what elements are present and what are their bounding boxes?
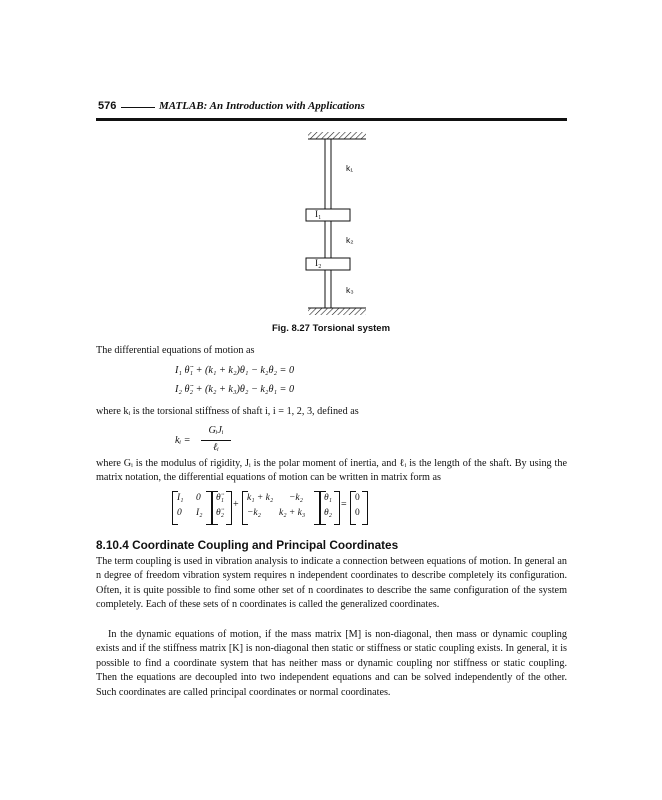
disk-i2 <box>306 258 350 270</box>
plus-sign: + <box>233 499 239 510</box>
k-definition-denominator: ℓᵢ <box>213 442 219 453</box>
m-12: 0 <box>196 493 201 503</box>
intro-text: The differential equations of motion as <box>96 345 255 356</box>
page-number: 576 <box>98 100 117 112</box>
k-11: k₁ + k₂ <box>247 493 274 503</box>
k-22: k₂ + k₃ <box>279 508 306 518</box>
bottom-fixed-support <box>308 308 366 315</box>
where-k-text: where kᵢ is the torsional stiffness of shaft i, i = 1, 2, 3, defined as <box>96 406 359 417</box>
m-21: 0 <box>177 508 182 518</box>
shaft-2 <box>325 221 331 258</box>
m-22: I₂ <box>196 508 203 518</box>
label-i2: I₂ <box>315 259 322 269</box>
k-21: −k₂ <box>247 508 261 518</box>
top-fixed-support <box>308 132 366 139</box>
k-definition-lhs: kᵢ = <box>175 435 191 446</box>
label-k3: k₃ <box>346 285 354 295</box>
rhs-2: 0 <box>355 508 360 518</box>
header-dash <box>121 107 155 108</box>
where-g-paragraph: where Gᵢ is the modulus of rigidity, Jᵢ is the polar moment of inertia, and ℓᵢ is the length of the shaft. By using the matrix notation, the differential equations of motion can be written in matrix form as <box>96 458 567 484</box>
k-definition-numerator: GᵢJᵢ <box>208 425 224 436</box>
running-title: MATLAB: An Introduction with Applications <box>159 100 365 112</box>
disk-i1 <box>306 209 350 221</box>
figure-caption: Fig. 8.27 Torsional system <box>271 323 391 334</box>
m-11: I₁ <box>177 493 184 503</box>
equals-sign: = <box>341 499 347 510</box>
shaft-3 <box>325 270 331 308</box>
torsional-system-figure <box>300 126 380 322</box>
k-12: −k₂ <box>289 493 303 503</box>
fraction-bar <box>201 440 231 441</box>
theta-1: θ₁ <box>324 493 332 503</box>
paragraph-1: The term coupling is used in vibration analysis to indicate a connection between equations of motion. In general an n degree of freedom vibration system requires n independent coordinates to describe completely its configuration. Often, it is quite possible to find some other set of n coordinates to describe the same configuration of the system completely. Each of these sets of n coordinates is called the generalized coordinates. <box>96 556 567 611</box>
header-rule <box>96 118 567 121</box>
label-i1: I₁ <box>315 210 322 220</box>
shaft-1 <box>325 139 331 209</box>
equation-1: I₁ θ̈₁ + (k₁ + k₂)θ₁ − k₂θ₂ = 0 <box>175 365 295 376</box>
label-k2: k₂ <box>346 235 354 245</box>
acc-1: θ̈₁ <box>216 493 224 503</box>
theta-2: θ₂ <box>324 508 332 518</box>
label-k1: k₁ <box>346 163 354 173</box>
rhs-1: 0 <box>355 493 360 503</box>
section-heading: 8.10.4 Coordinate Coupling and Principal Coordinates <box>96 538 399 552</box>
equation-2: I₂ θ̈₂ + (k₂ + k₃)θ₂ − k₂θ₁ = 0 <box>175 384 295 395</box>
paragraph-2: In the dynamic equations of motion, if the mass matrix [M] is non-diagonal, then mass or dynamic coupling exists and if the stiffness matrix [K] is non-diagonal then static or stiffness or static coupling exists. In general, it is possible to find a coordinate system that has neither mass or dynamic coupling nor stiffness or static coupling. Then the equations are decoupled into two independent equations and can be solved independently of the other. Such coordinates are called principal coordinates or normal coordinates. <box>96 629 567 698</box>
acc-2: θ̈₂ <box>216 508 224 518</box>
